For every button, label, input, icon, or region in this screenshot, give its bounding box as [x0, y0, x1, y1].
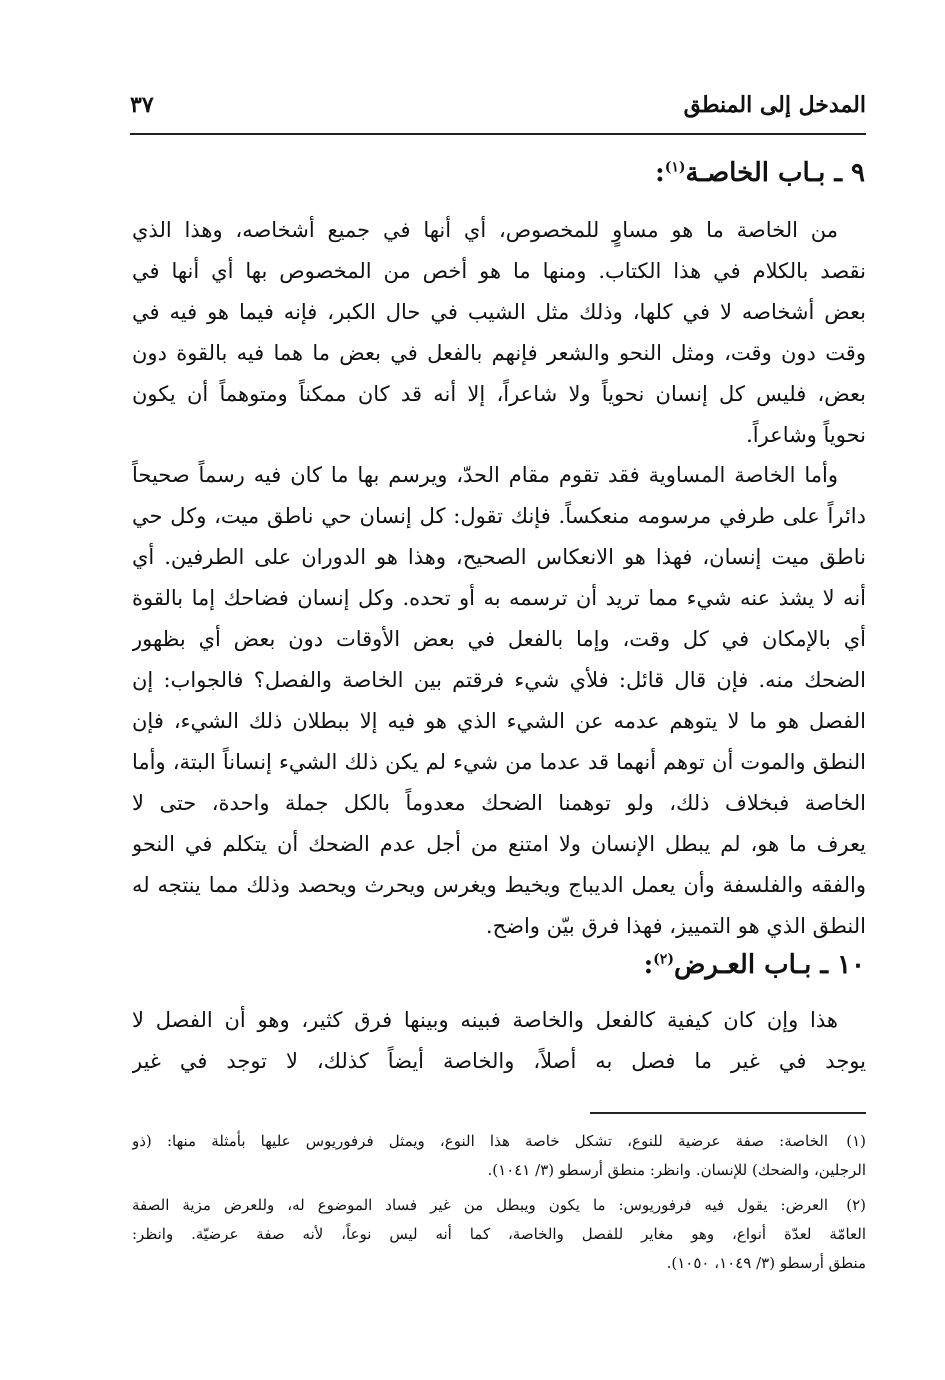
text-line: الفصل هو ما لا يتوهم عدمه عن الشيء الذي هو فيه إلا ببطلان ذلك الشيء، فإن [132, 709, 866, 733]
text-line: والفقه والفلسفة وأن يعمل الديباج ويخيط ويغرس ويحرث ويحصد وذلك مما ينتجه له [132, 873, 866, 897]
section-heading: ١٠ ـ بـاب العـرض$^{(٢)}$: [643, 950, 865, 980]
footnote-reference: (٢) [653, 951, 674, 968]
footnote-line: الرجلين، والضحك) للإنسان. وانظر: منطق أرسطو (٣/ ١٠٤١). [487, 1161, 866, 1179]
paragraph [132, 1000, 866, 1082]
text-line: النطق الذي هو التمييز، فهذا فرق بيّن واضح. [485, 914, 866, 938]
header-rule [130, 133, 866, 135]
page-number: ٣٧ [130, 92, 154, 118]
text-line: النطق والموت أن توهم أنهما قد عدما من شيء لم يكن ذلك الشيء إنساناً البتة، وأما [132, 750, 866, 774]
running-title: المدخل إلى المنطق [683, 92, 866, 118]
footnote [132, 1191, 866, 1278]
text-line: دائراً على طرفي مرسومه منعكساً. فإنك تقول: كل إنسان حي ناطق ميت، وكل حي [132, 504, 866, 528]
text-line: بعض، فليس كل إنسان نحوياً ولا شاعراً، إلا أنه قد كان ممكناً ومتوهماً أن يكون [132, 382, 866, 406]
text-line: الضحك منه. فإن قال قائل: فلأي شيء فرقتم بين الخاصة والفصل؟ فالجواب: إن [132, 668, 866, 692]
text-line: ناطق ميت إنسان، فهذا هو الانعكاس الصحيح، وهذا هو الدوران على الطرفين. أي [132, 545, 866, 569]
paragraph [132, 210, 866, 456]
footnote-marker: (٢) [846, 1196, 866, 1214]
text-line: يعرف ما هو، لم يبطل الإنسان ولا امتنع من أجل عدم الضحك أن يتكلم في النحو [132, 832, 866, 856]
text-line: نحوياً وشاعراً. [746, 423, 866, 447]
page-header [130, 92, 866, 126]
text-line: وقت دون وقت، ومثل النحو والشعر فإنهم بالفعل في بعض ما هما فيه بالقوة دون [132, 341, 866, 365]
footnote-marker: (١) [846, 1132, 866, 1150]
footnote-line: الخاصة: صفة عرضية للنوع، تشكل خاصة هذا النوع، ويمثل فرفوريوس عليها بأمثلة منها: (ذو [132, 1132, 828, 1150]
paragraph [132, 455, 866, 947]
footnote-line: العامّة لعدّة أنواع، وهو مغاير للفصل والخاصة، كما أنه ليس نوعاً، لأنه صفة عرضيّة. وانظر: [132, 1225, 866, 1243]
text-line: هذا وإن كان كيفية كالفعل والخاصة فبينه وبينها فرق كثير، وهو أن الفصل لا [132, 1008, 838, 1032]
footnote [132, 1127, 866, 1185]
text-line: الخاصة فبخلاف ذلك، ولو توهمنا الضحك معدوماً بالكل جملة واحدة، حتى لا [132, 791, 866, 815]
footnote-reference: (١) [664, 159, 686, 176]
section-heading: ٩ ـ بـاب الخاصـة$^{(١)}$: [655, 158, 865, 188]
text-line: يوجد في غير ما فصل به أصلاً، والخاصة أيضاً كذلك، لا توجد في غير [132, 1049, 866, 1073]
footnote-line: العرض: يقول فيه فرفوريوس: ما يكون ويبطل من غير فساد الموضوع له، وللعرض مزية الصفة [132, 1196, 828, 1214]
text-line: بعض أشخاصه لا في كلها، وذلك مثل الشيب في حال الكبر، فإنه فيما هو فيه في [132, 300, 866, 324]
footnote-line: منطق أرسطو (٣/ ١٠٤٩، ١٠٥٠). [666, 1254, 866, 1272]
text-line: أنه لا يشذ عنه شيء مما تريد أن ترسمه به أو تحده. وكل إنسان فضاحك إما بالقوة [132, 586, 866, 610]
text-line: وأما الخاصة المساوية فقد تقوم مقام الحدّ، ويرسم بها ما كان فيه رسماً صحيحاً [132, 463, 838, 487]
text-line: من الخاصة ما هو مساوٍ للمخصوص، أي أنها في جميع أشخاصه، وهذا الذي [132, 218, 838, 242]
text-line: أي بالإمكان في كل وقت، وإما بالفعل في بعض الأوقات دون بعض أي بظهور [132, 627, 866, 651]
footnote-rule [590, 1112, 866, 1114]
text-line: نقصد بالكلام في هذا الكتاب. ومنها ما هو أخص من المخصوص بها أي أنها في [132, 259, 866, 283]
